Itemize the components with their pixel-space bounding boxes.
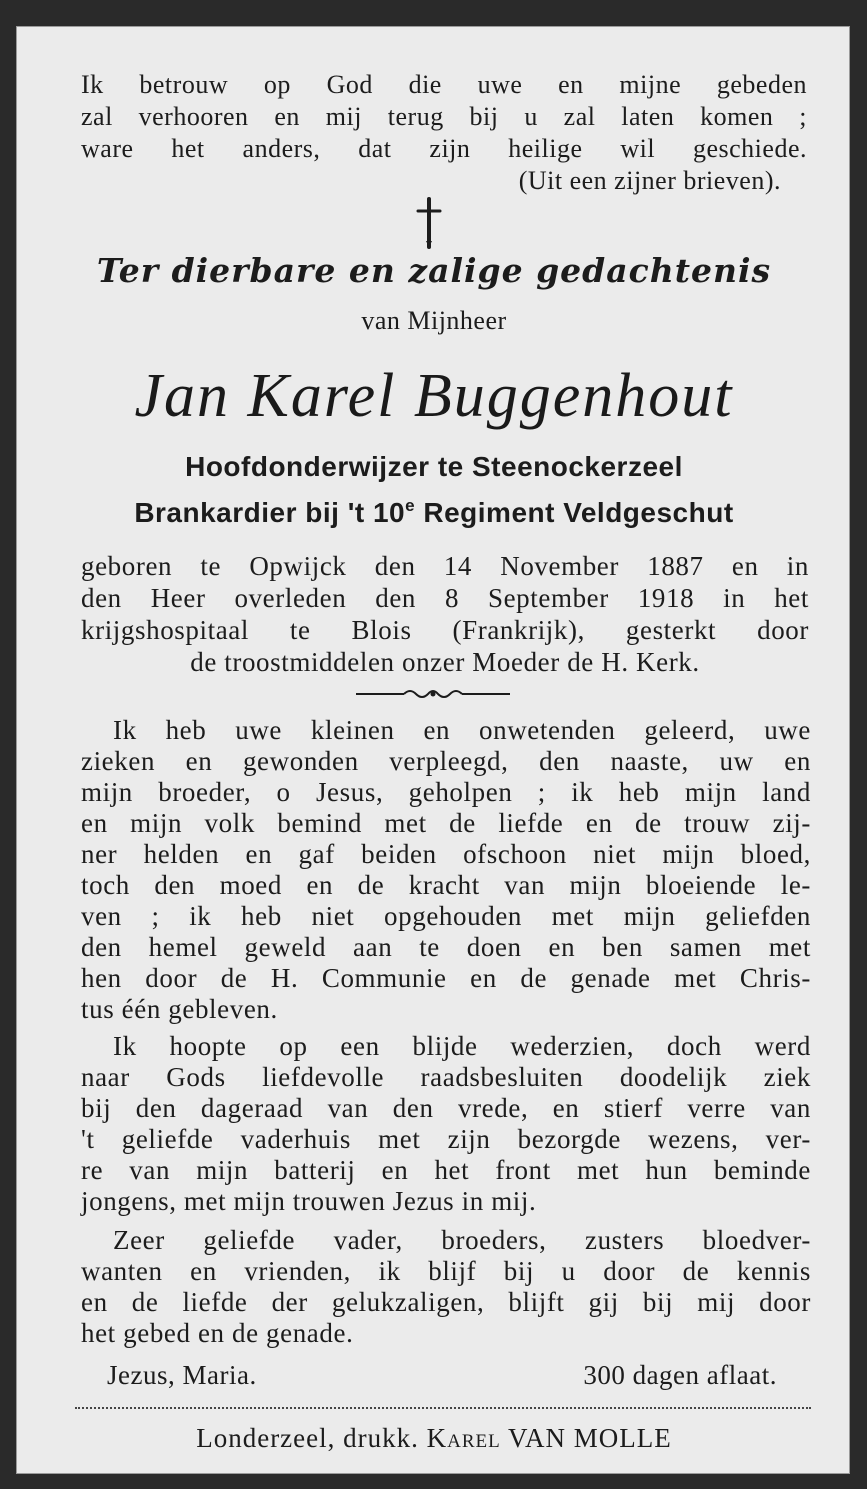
memorial-card <box>16 26 850 1474</box>
paragraph-1-line: hen door de H. Communie en de genade met Chris- <box>81 963 811 993</box>
paragraph-1-line: mijn broeder, o Jesus, geholpen ; ik heb mijn land <box>81 777 811 807</box>
title-regiment-sup: e <box>405 496 416 515</box>
paragraph-2-line: Ik hoopte op een blijde wederzien, doch werd <box>113 1031 811 1061</box>
memoriam-heading: Ter dierbare en zalige gedachtenis <box>96 251 772 290</box>
paragraph-3 <box>81 1225 811 1349</box>
quote-line-1: Ik betrouw op God die uwe en mijne gebeden <box>81 70 807 99</box>
title-headmaster: Hoofdonderwijzer te Steenockerzeel <box>185 451 683 482</box>
birth-line-4: de troostmiddelen onzer Moeder de H. Kerk. <box>190 647 700 677</box>
quote-line-3: ware het anders, dat zijn heilige wil geschiede. <box>81 134 807 163</box>
paragraph-1-line: en mijn volk bemind met de liefde en de trouw zij- <box>81 808 811 838</box>
birth-line-3: krijgshospitaal te Blois (Frankrijk), gesterkt door <box>81 615 809 645</box>
paragraph-1-line: zieken en gewonden verpleegd, den naaste, uw en <box>81 746 811 776</box>
paragraph-2-line: bij den dageraad van den vrede, en stierf verre van <box>81 1093 811 1123</box>
flourish-divider <box>354 687 512 701</box>
van-mijnheer: van Mijnheer <box>361 306 507 335</box>
dotted-rule <box>75 1407 811 1409</box>
quote-source: (Uit een zijner brieven). <box>518 166 781 195</box>
title-stretcher-bearer <box>17 495 851 531</box>
paragraph-3-line: en de liefde der gelukzaligen, blijft gij bij mij door <box>81 1287 811 1317</box>
paragraph-1 <box>81 715 811 1025</box>
indulgence-note: 300 dagen aflaat. <box>583 1360 777 1390</box>
paragraph-2-line: 't geliefde vaderhuis met zijn bezorgde wezens, ver- <box>81 1124 811 1154</box>
title-regiment-prefix: Brankardier bij 't 10 <box>134 497 406 528</box>
paragraph-3-line: Zeer geliefde vader, broeders, zusters bloedver- <box>113 1225 811 1255</box>
paragraph-2 <box>81 1031 811 1217</box>
title-regiment-suffix: Regiment Veldgeschut <box>415 497 734 528</box>
paragraph-2-line: re van mijn batterij en het front met hun beminde <box>81 1155 811 1185</box>
paragraph-3-line: het gebed en de genade. <box>81 1318 354 1348</box>
paragraph-1-line: Ik heb uwe kleinen en onwetenden geleerd, uwe <box>113 715 811 745</box>
printer-place: Londerzeel, drukk. <box>196 1423 427 1453</box>
paragraph-1-line: ner helden en gaf beiden ofschoon niet mijn bloed, <box>81 839 811 869</box>
printer-first-name: Karel <box>426 1423 501 1453</box>
cross-icon <box>414 197 444 249</box>
deceased-name: Jan Karel Buggenhout <box>134 362 734 430</box>
paragraph-1-line: tus één gebleven. <box>81 994 278 1024</box>
birth-line-1: geboren te Opwijck den 14 November 1887 en in <box>81 551 809 581</box>
paragraph-2-line: naar Gods liefdevolle raadsbesluiten doodelijk ziek <box>81 1062 811 1092</box>
prayer-invocation: Jezus, Maria. <box>107 1360 257 1390</box>
printer-surname: VAN MOLLE <box>500 1423 672 1453</box>
printer-imprint <box>17 1421 851 1455</box>
birth-line-2: den Heer overleden den 8 September 1918 in het <box>81 583 809 613</box>
paragraph-3-line: wanten en vrienden, ik blijf bij u door de kennis <box>81 1256 811 1286</box>
paragraph-1-line: toch den moed en de kracht van mijn bloeiende le- <box>81 870 811 900</box>
quote-line-2: zal verhooren en mij terug bij u zal laten komen ; <box>81 102 807 131</box>
paragraph-1-line: ven ; ik heb niet opgehouden met mijn geliefden <box>81 901 811 931</box>
paragraph-2-line: jongens, met mijn trouwen Jezus in mij. <box>81 1186 537 1216</box>
paragraph-1-line: den hemel geweld aan te doen en ben samen met <box>81 932 811 962</box>
